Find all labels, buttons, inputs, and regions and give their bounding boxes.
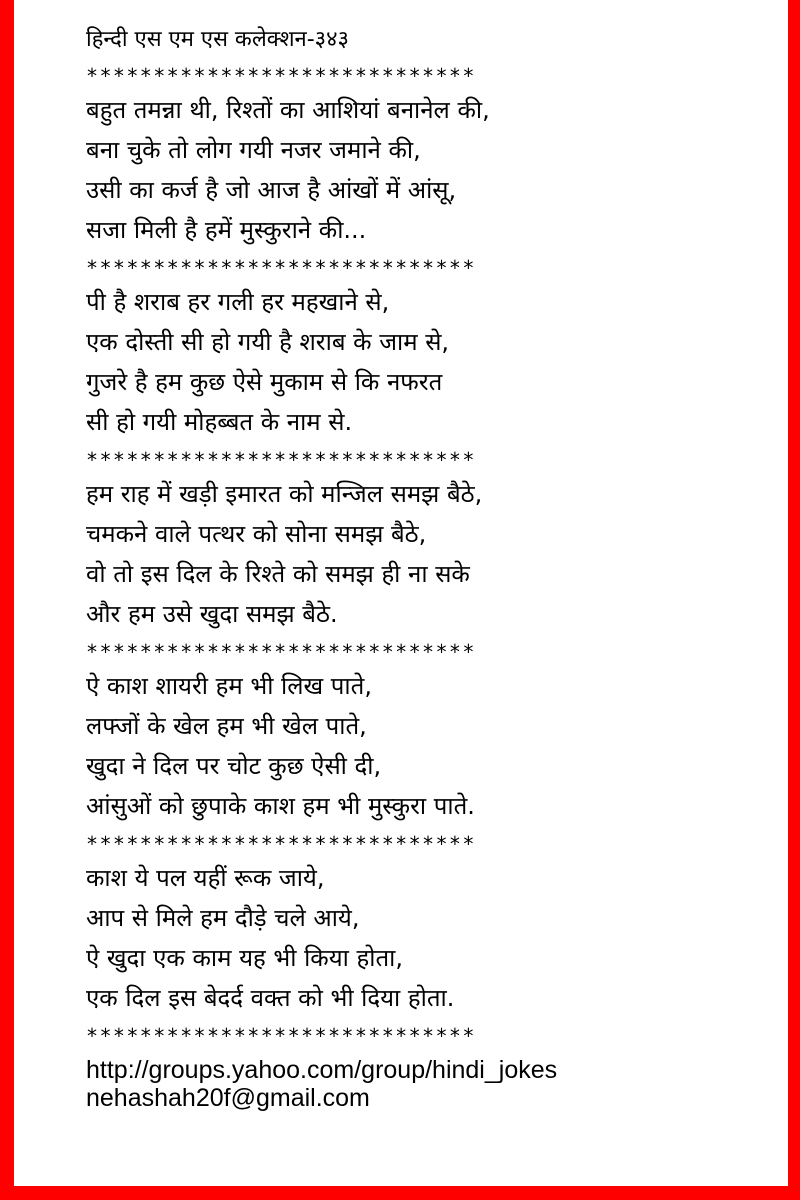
separator: ***************************** — [86, 256, 476, 280]
poem-3 — [86, 474, 776, 634]
poem-line: पी है शराब हर गली हर महखाने से, — [86, 288, 390, 316]
page-background — [14, 0, 788, 1186]
footer — [86, 1056, 776, 1112]
poem-line: आप से मिले हम दौड़े चले आये, — [86, 904, 360, 932]
poem-line: और हम उसे खुदा समझ बैठे. — [86, 600, 338, 628]
separator: ***************************** — [86, 64, 476, 88]
poem-5 — [86, 858, 776, 1018]
separator: ***************************** — [86, 832, 476, 856]
poem-line: काश ये पल यहीं रूक जाये, — [86, 864, 325, 892]
poem-line: गुजरे है हम कुछ ऐसे मुकाम से कि नफरत — [86, 368, 443, 396]
poem-4 — [86, 666, 776, 826]
contact-email[interactable]: nehashah20f@gmail.com — [86, 1084, 370, 1112]
poem-line: सी हो गयी मोहब्बत के नाम से. — [86, 408, 353, 436]
poem-line: एक दिल इस बेदर्द वक्त को भी दिया होता. — [86, 984, 455, 1012]
poem-line: एक दोस्ती सी हो गयी है शराब के जाम से, — [86, 328, 450, 356]
poem-line: आंसुओं को छुपाके काश हम भी मुस्कुरा पाते. — [86, 792, 475, 820]
separator: ***************************** — [86, 640, 476, 664]
poem-line: वो तो इस दिल के रिश्ते को समझ ही ना सके — [86, 560, 470, 588]
group-link[interactable]: http://groups.yahoo.com/group/hindi_jokes — [86, 1056, 558, 1084]
poem-line: बहुत तमन्ना थी, रिश्तों का आशियां बनानेल की, — [86, 96, 490, 124]
poem-line: हम राह में खड़ी इमारत को मन्जिल समझ बैठे, — [86, 480, 483, 508]
poem-1 — [86, 90, 776, 250]
poem-line: चमकने वाले पत्थर को सोना समझ बैठे, — [86, 520, 427, 548]
poem-line: खुदा ने दिल पर चोट कुछ ऐसी दी, — [86, 752, 382, 780]
poem-line: सजा मिली है हमें मुस्कुराने की... — [86, 216, 367, 244]
poem-2 — [86, 282, 776, 442]
separator: ***************************** — [86, 448, 476, 472]
page-title: हिन्दी एस एम एस कलेक्शन-३४३ — [86, 27, 349, 52]
separator: ***************************** — [86, 1024, 476, 1048]
poem-line: बना चुके तो लोग गयी नजर जमाने की, — [86, 136, 421, 164]
sms-collection — [86, 22, 776, 1112]
poem-line: लफ्जों के खेल हम भी खेल पाते, — [86, 712, 367, 740]
poem-line: ऐ काश शायरी हम भी लिख पाते, — [86, 672, 372, 700]
poem-line: ऐ खुदा एक काम यह भी किया होता, — [86, 944, 403, 972]
poem-line: उसी का कर्ज है जो आज है आंखों में आंसू, — [86, 176, 457, 204]
